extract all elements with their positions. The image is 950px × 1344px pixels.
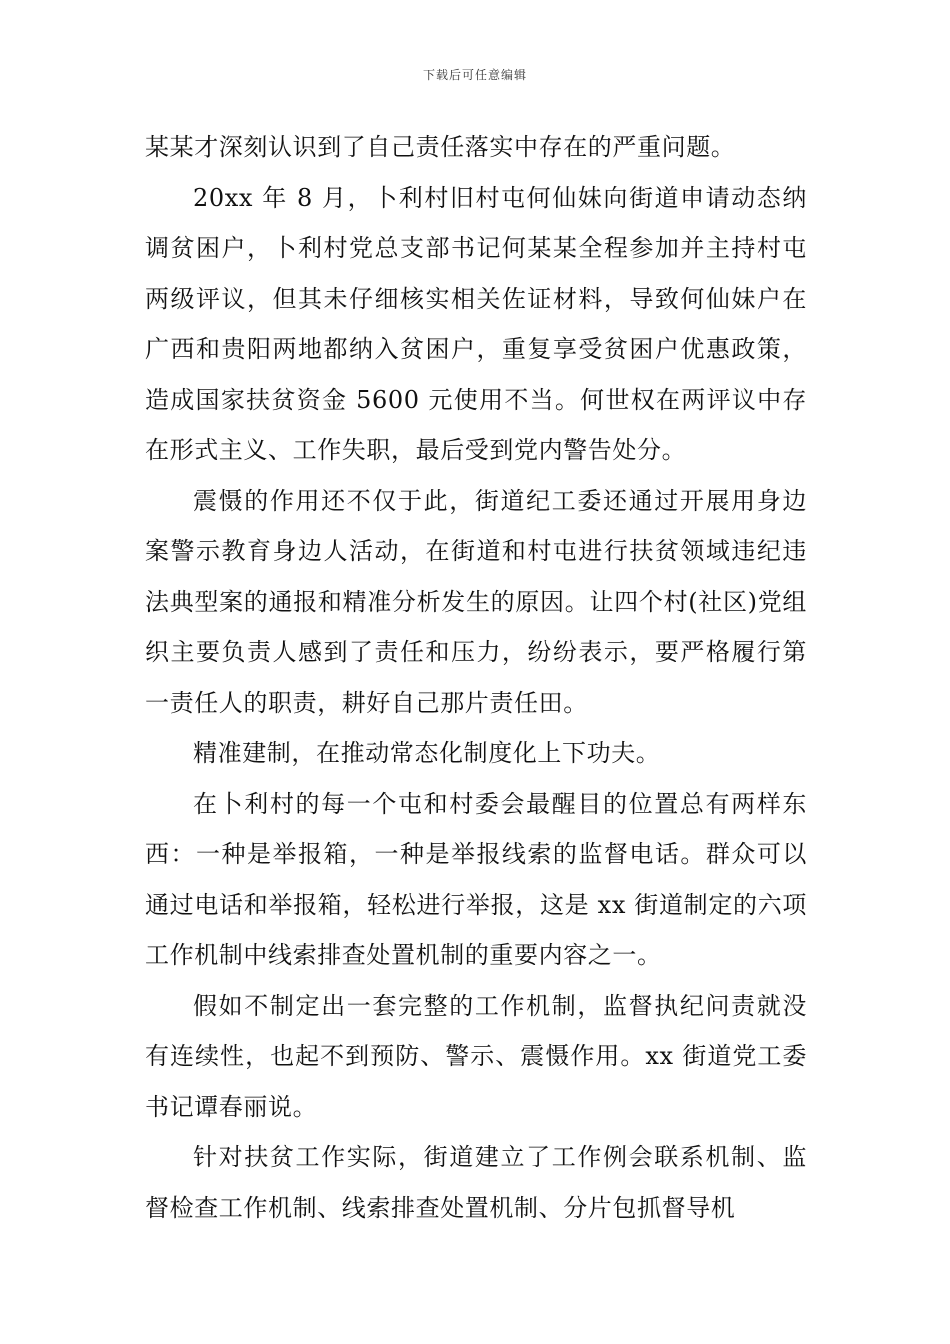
paragraph: 在卜利村的每一个屯和村委会最醒目的位置总有两样东西：一种是举报箱，一种是举报线索的监督电话。群众可以通过电话和举报箱，轻松进行举报，这是 xx 街道制定的六项工作机制中线索排查处置机制的重要内容之一。 [145, 789, 807, 969]
paragraph: 20xx 年 8 月，卜利村旧村屯何仙妹向街道申请动态纳调贫困户，卜利村党总支部书记何某某全程参加并主持村屯两级评议，但其未仔细核实相关佐证材料，导致何仙妹户在广西和贵阳两地都纳入贫困户，重复享受贫困户优惠政策，造成国家扶贫资金 5600 元使用不当。何世权在两评议中存在形式主义、工作失职，最后受到党内警告处分。 [145, 183, 807, 464]
paragraph: 针对扶贫工作实际，街道建立了工作例会联系机制、监督检查工作机制、线索排查处置机制、分片包抓督导机 [145, 1143, 807, 1222]
paragraph: 假如不制定出一套完整的工作机制，监督执纪问责就没有连续性，也起不到预防、警示、震慑作用。xx 街道党工委书记谭春丽说。 [145, 991, 807, 1121]
paragraph: 震慑的作用还不仅于此，街道纪工委还通过开展用身边案警示教育身边人活动，在街道和村屯进行扶贫领域违纪违法典型案的通报和精准分析发生的原因。让四个村(社区)党组织主要负责人感到了责任和压力，纷纷表示，要严格履行第一责任人的职责，耕好自己那片责任田。 [145, 486, 807, 717]
paragraph: 精准建制，在推动常态化制度化上下功夫。 [193, 739, 661, 767]
paragraph: 某某才深刻认识到了自己责任落实中存在的严重问题。 [145, 133, 736, 161]
page-header: 下载后可任意编辑 [422, 68, 527, 82]
document-body [145, 122, 807, 1233]
